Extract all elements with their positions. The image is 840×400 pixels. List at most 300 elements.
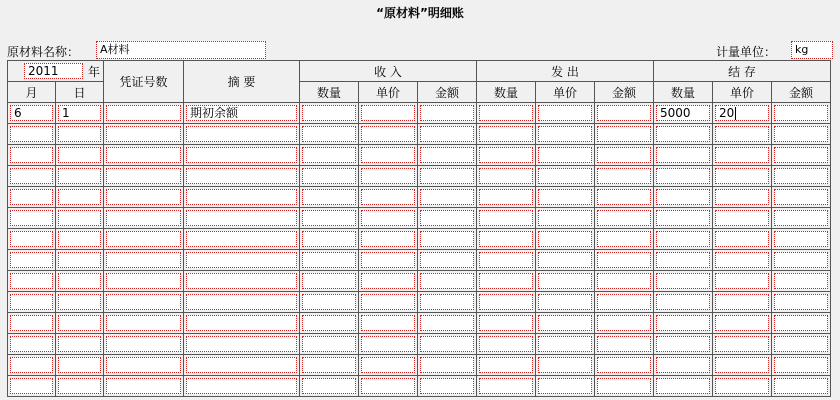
table-cell <box>595 208 654 229</box>
table-row <box>8 271 831 292</box>
table-cell <box>56 124 104 145</box>
table-cell <box>104 334 184 355</box>
table-cell <box>654 292 713 313</box>
in-qty-input[interactable] <box>302 294 356 310</box>
in-qty-input[interactable] <box>302 336 356 352</box>
table-cell <box>595 250 654 271</box>
bal-amount-input[interactable] <box>774 210 828 226</box>
table-cell <box>772 103 831 124</box>
day-input[interactable] <box>58 336 101 352</box>
day-input[interactable] <box>58 126 101 142</box>
summary-input[interactable] <box>186 273 297 289</box>
table-cell <box>418 376 477 397</box>
table-cell <box>359 271 418 292</box>
table-cell <box>477 334 536 355</box>
material-name-label: 原材料名称： <box>7 45 80 59</box>
table-cell <box>104 250 184 271</box>
table-cell <box>359 103 418 124</box>
bal-amount-input[interactable] <box>774 147 828 163</box>
summary-input[interactable] <box>186 378 297 394</box>
table-cell <box>104 313 184 334</box>
day-header: 日 <box>56 82 104 103</box>
out-price-input[interactable] <box>538 336 592 352</box>
table-cell <box>654 124 713 145</box>
voucher-input[interactable] <box>106 294 181 310</box>
summary-input[interactable] <box>186 315 297 331</box>
out-qty-input[interactable] <box>479 210 533 226</box>
bal-qty-input[interactable] <box>656 252 710 268</box>
table-cell <box>536 187 595 208</box>
table-cell <box>104 376 184 397</box>
table-row <box>8 376 831 397</box>
month-input[interactable] <box>10 147 53 163</box>
voucher-input[interactable] <box>106 147 181 163</box>
material-name-field[interactable]: A材料 <box>96 41 266 59</box>
bal-price-input[interactable] <box>715 315 769 331</box>
in-amount-input[interactable] <box>420 378 474 394</box>
bal-amount-input[interactable] <box>774 231 828 247</box>
month-input[interactable] <box>10 273 53 289</box>
bal-price-input[interactable] <box>715 147 769 163</box>
day-input[interactable] <box>58 252 101 268</box>
bal-amount-input[interactable] <box>774 273 828 289</box>
table-cell <box>56 355 104 376</box>
bal-qty-input[interactable] <box>656 294 710 310</box>
out-qty-input[interactable] <box>479 294 533 310</box>
table-cell <box>184 124 300 145</box>
table-cell <box>536 229 595 250</box>
bal-qty-input[interactable] <box>656 273 710 289</box>
month-input[interactable] <box>10 336 53 352</box>
out-price-input[interactable] <box>538 273 592 289</box>
table-cell <box>713 334 772 355</box>
in-price-input[interactable] <box>361 294 415 310</box>
in-amount-input[interactable] <box>420 105 474 121</box>
out-amount-input[interactable] <box>597 357 651 373</box>
table-cell <box>8 292 56 313</box>
day-input[interactable] <box>58 210 101 226</box>
in-amount-input[interactable] <box>420 168 474 184</box>
bal-price-input[interactable] <box>715 378 769 394</box>
voucher-input[interactable] <box>106 189 181 205</box>
month-input[interactable] <box>10 315 53 331</box>
table-cell <box>654 103 713 124</box>
month-input[interactable] <box>10 231 53 247</box>
ledger-table <box>7 60 831 397</box>
table-cell <box>184 376 300 397</box>
month-input[interactable] <box>10 210 53 226</box>
in-qty-input[interactable] <box>302 147 356 163</box>
table-cell <box>477 229 536 250</box>
in-amount-input[interactable] <box>420 126 474 142</box>
bal-price-input[interactable] <box>715 294 769 310</box>
day-input[interactable] <box>58 273 101 289</box>
ledger-title: “原材料”明细账 <box>376 6 464 20</box>
bal-price-input[interactable] <box>715 273 769 289</box>
table-cell <box>300 208 359 229</box>
month-input[interactable] <box>10 378 53 394</box>
in-qty-input[interactable] <box>302 126 356 142</box>
table-cell <box>772 334 831 355</box>
out-amount-input[interactable] <box>597 189 651 205</box>
summary-input[interactable] <box>186 336 297 352</box>
out-amount-input[interactable] <box>597 168 651 184</box>
out-price-input[interactable] <box>538 147 592 163</box>
table-cell <box>713 250 772 271</box>
table-cell <box>477 124 536 145</box>
table-cell <box>56 145 104 166</box>
table-cell <box>772 292 831 313</box>
table-cell <box>654 313 713 334</box>
day-input[interactable] <box>58 378 101 394</box>
year-label: 年 <box>87 64 100 79</box>
table-cell <box>477 208 536 229</box>
bal-amount-input[interactable] <box>774 105 828 121</box>
bal-price-input[interactable]: 20 <box>715 105 769 121</box>
day-input[interactable] <box>58 315 101 331</box>
summary-input[interactable] <box>186 231 297 247</box>
in-price-input[interactable] <box>361 252 415 268</box>
table-cell <box>184 103 300 124</box>
in-amount-input[interactable] <box>420 336 474 352</box>
in-amount-input[interactable] <box>420 252 474 268</box>
in-price-input[interactable] <box>361 105 415 121</box>
table-cell <box>418 313 477 334</box>
table-cell <box>654 271 713 292</box>
bal-qty-input[interactable] <box>656 378 710 394</box>
out-qty-input[interactable] <box>479 378 533 394</box>
out-qty-input[interactable] <box>479 252 533 268</box>
summary-input[interactable] <box>186 168 297 184</box>
in-qty-input[interactable] <box>302 357 356 373</box>
bal-price-input[interactable] <box>715 252 769 268</box>
out-price-input[interactable] <box>538 105 592 121</box>
in-amount-input[interactable] <box>420 231 474 247</box>
table-cell <box>8 124 56 145</box>
out-price-input[interactable] <box>538 126 592 142</box>
table-cell <box>536 334 595 355</box>
table-cell <box>8 208 56 229</box>
in-amount-input[interactable] <box>420 273 474 289</box>
bal-qty-input[interactable] <box>656 189 710 205</box>
in-price-input[interactable] <box>361 273 415 289</box>
out-price-input[interactable] <box>538 315 592 331</box>
bal-qty-input[interactable] <box>656 231 710 247</box>
table-cell <box>104 292 184 313</box>
table-cell <box>654 334 713 355</box>
month-input[interactable] <box>10 252 53 268</box>
table-cell <box>8 187 56 208</box>
table-cell <box>300 355 359 376</box>
table-cell <box>713 271 772 292</box>
table-cell <box>654 229 713 250</box>
out-amount-input[interactable] <box>597 147 651 163</box>
month-input[interactable]: 6 <box>10 105 53 121</box>
out-price-input[interactable] <box>538 189 592 205</box>
in-price-input[interactable] <box>361 210 415 226</box>
voucher-input[interactable] <box>106 273 181 289</box>
table-cell <box>772 250 831 271</box>
out-qty-input[interactable] <box>479 126 533 142</box>
voucher-header: 凭证号数 <box>104 61 184 103</box>
summary-input[interactable] <box>186 147 297 163</box>
table-cell <box>654 376 713 397</box>
in-qty-input[interactable] <box>302 189 356 205</box>
table-cell <box>300 229 359 250</box>
voucher-input[interactable] <box>106 105 181 121</box>
in-qty-input[interactable] <box>302 315 356 331</box>
table-cell <box>477 187 536 208</box>
bal-qty-input[interactable] <box>656 336 710 352</box>
table-cell <box>8 103 56 124</box>
bal-price-input[interactable] <box>715 210 769 226</box>
table-cell <box>418 166 477 187</box>
in-price-input[interactable] <box>361 147 415 163</box>
in-qty-input[interactable] <box>302 168 356 184</box>
table-cell <box>536 124 595 145</box>
table-cell <box>772 271 831 292</box>
out-qty-input[interactable] <box>479 315 533 331</box>
table-cell <box>418 229 477 250</box>
in-price-input[interactable] <box>361 336 415 352</box>
in-qty-input[interactable] <box>302 105 356 121</box>
year-field[interactable]: 2011 <box>24 63 83 79</box>
table-cell <box>477 103 536 124</box>
bal-qty-input[interactable] <box>656 168 710 184</box>
bal-qty-input[interactable] <box>656 357 710 373</box>
out-qty-input[interactable] <box>479 231 533 247</box>
bal-amount-input[interactable] <box>774 294 828 310</box>
table-cell <box>8 334 56 355</box>
table-row <box>8 166 831 187</box>
in-qty-input[interactable] <box>302 252 356 268</box>
voucher-input[interactable] <box>106 231 181 247</box>
summary-input[interactable] <box>186 294 297 310</box>
voucher-input[interactable] <box>106 378 181 394</box>
table-cell <box>772 313 831 334</box>
table-cell <box>595 271 654 292</box>
in-price-input[interactable] <box>361 189 415 205</box>
out-amount-input[interactable] <box>597 336 651 352</box>
table-cell <box>772 355 831 376</box>
table-cell <box>184 271 300 292</box>
out-amount-input[interactable] <box>597 378 651 394</box>
in-price-input[interactable] <box>361 231 415 247</box>
table-cell <box>300 334 359 355</box>
table-cell <box>418 292 477 313</box>
out-qty-input[interactable] <box>479 273 533 289</box>
day-input[interactable] <box>58 294 101 310</box>
unit-field[interactable]: kg <box>791 41 833 59</box>
table-cell <box>536 271 595 292</box>
day-input[interactable] <box>58 168 101 184</box>
out-price-input[interactable] <box>538 357 592 373</box>
table-row <box>8 292 831 313</box>
in-amount-input[interactable] <box>420 147 474 163</box>
out-amount-input[interactable] <box>597 294 651 310</box>
out-price-input[interactable] <box>538 210 592 226</box>
summary-header: 摘 要 <box>184 61 300 103</box>
table-row <box>8 187 831 208</box>
table-cell <box>595 103 654 124</box>
out-amount-input[interactable] <box>597 273 651 289</box>
in-amount-input[interactable] <box>420 315 474 331</box>
in-price-input[interactable] <box>361 168 415 184</box>
issue-amount-header: 金额 <box>595 82 654 103</box>
out-qty-input[interactable] <box>479 168 533 184</box>
month-input[interactable] <box>10 126 53 142</box>
month-input[interactable] <box>10 189 53 205</box>
in-qty-input[interactable] <box>302 210 356 226</box>
out-price-input[interactable] <box>538 168 592 184</box>
table-cell <box>359 145 418 166</box>
in-amount-input[interactable] <box>420 294 474 310</box>
table-cell <box>104 187 184 208</box>
bal-qty-input[interactable] <box>656 126 710 142</box>
in-price-input[interactable] <box>361 357 415 373</box>
table-cell <box>418 124 477 145</box>
table-cell <box>418 334 477 355</box>
voucher-input[interactable] <box>106 126 181 142</box>
out-amount-input[interactable] <box>597 105 651 121</box>
table-cell <box>300 250 359 271</box>
out-amount-input[interactable] <box>597 210 651 226</box>
balance-price-header: 单价 <box>713 82 772 103</box>
summary-input[interactable] <box>186 357 297 373</box>
issue-header: 发 出 <box>477 61 654 82</box>
out-qty-input[interactable] <box>479 189 533 205</box>
table-cell <box>536 166 595 187</box>
in-price-input[interactable] <box>361 126 415 142</box>
bal-amount-input[interactable] <box>774 315 828 331</box>
bal-amount-input[interactable] <box>774 252 828 268</box>
summary-input[interactable] <box>186 252 297 268</box>
bal-price-input[interactable] <box>715 231 769 247</box>
voucher-input[interactable] <box>106 252 181 268</box>
bal-price-input[interactable] <box>715 189 769 205</box>
income-header: 收 入 <box>300 61 477 82</box>
table-cell <box>595 313 654 334</box>
out-price-input[interactable] <box>538 231 592 247</box>
bal-qty-input[interactable] <box>656 210 710 226</box>
out-price-input[interactable] <box>538 378 592 394</box>
bal-qty-input[interactable] <box>656 315 710 331</box>
issue-qty-header: 数量 <box>477 82 536 103</box>
table-cell <box>104 103 184 124</box>
table-cell <box>8 376 56 397</box>
table-cell <box>772 208 831 229</box>
summary-input[interactable] <box>186 210 297 226</box>
out-qty-input[interactable] <box>479 105 533 121</box>
bal-amount-input[interactable] <box>774 357 828 373</box>
in-price-input[interactable] <box>361 315 415 331</box>
bal-amount-input[interactable] <box>774 126 828 142</box>
table-cell <box>359 250 418 271</box>
table-cell <box>477 145 536 166</box>
out-amount-input[interactable] <box>597 252 651 268</box>
year-header <box>8 61 104 82</box>
month-input[interactable] <box>10 168 53 184</box>
table-cell <box>104 208 184 229</box>
voucher-input[interactable] <box>106 336 181 352</box>
bal-price-input[interactable] <box>715 168 769 184</box>
bal-price-input[interactable] <box>715 336 769 352</box>
bal-price-input[interactable] <box>715 126 769 142</box>
out-qty-input[interactable] <box>479 357 533 373</box>
bal-amount-input[interactable] <box>774 189 828 205</box>
table-cell <box>595 334 654 355</box>
summary-input[interactable]: 期初余额 <box>186 105 297 121</box>
table-cell <box>654 250 713 271</box>
in-price-input[interactable] <box>361 378 415 394</box>
in-qty-input[interactable] <box>302 231 356 247</box>
table-cell <box>300 124 359 145</box>
table-cell <box>300 313 359 334</box>
day-input[interactable] <box>58 357 101 373</box>
table-cell <box>359 355 418 376</box>
voucher-input[interactable] <box>106 168 181 184</box>
bal-price-input[interactable] <box>715 357 769 373</box>
month-input[interactable] <box>10 294 53 310</box>
in-amount-input[interactable] <box>420 357 474 373</box>
balance-header: 结 存 <box>654 61 831 82</box>
table-cell <box>56 376 104 397</box>
out-qty-input[interactable] <box>479 147 533 163</box>
table-cell <box>418 271 477 292</box>
voucher-input[interactable] <box>106 315 181 331</box>
table-cell <box>595 355 654 376</box>
voucher-input[interactable] <box>106 210 181 226</box>
in-qty-input[interactable] <box>302 273 356 289</box>
out-amount-input[interactable] <box>597 126 651 142</box>
in-amount-input[interactable] <box>420 210 474 226</box>
bal-amount-input[interactable] <box>774 336 828 352</box>
table-cell <box>184 313 300 334</box>
table-cell <box>418 103 477 124</box>
summary-input[interactable] <box>186 189 297 205</box>
day-input[interactable]: 1 <box>58 105 101 121</box>
table-cell <box>359 229 418 250</box>
day-input[interactable] <box>58 189 101 205</box>
bal-qty-input[interactable] <box>656 147 710 163</box>
bal-amount-input[interactable] <box>774 168 828 184</box>
voucher-input[interactable] <box>106 357 181 373</box>
in-qty-input[interactable] <box>302 378 356 394</box>
bal-amount-input[interactable] <box>774 378 828 394</box>
out-price-input[interactable] <box>538 252 592 268</box>
table-cell <box>654 166 713 187</box>
table-cell <box>536 145 595 166</box>
out-qty-input[interactable] <box>479 336 533 352</box>
table-cell <box>713 166 772 187</box>
table-cell <box>654 145 713 166</box>
table-cell <box>56 334 104 355</box>
month-input[interactable] <box>10 357 53 373</box>
in-amount-input[interactable] <box>420 189 474 205</box>
table-cell <box>56 313 104 334</box>
table-cell <box>56 271 104 292</box>
day-input[interactable] <box>58 231 101 247</box>
out-amount-input[interactable] <box>597 231 651 247</box>
day-input[interactable] <box>58 147 101 163</box>
out-price-input[interactable] <box>538 294 592 310</box>
table-cell <box>477 271 536 292</box>
table-cell <box>104 145 184 166</box>
bal-qty-input[interactable]: 5000 <box>656 105 710 121</box>
out-amount-input[interactable] <box>597 315 651 331</box>
table-cell <box>477 376 536 397</box>
summary-input[interactable] <box>186 126 297 142</box>
